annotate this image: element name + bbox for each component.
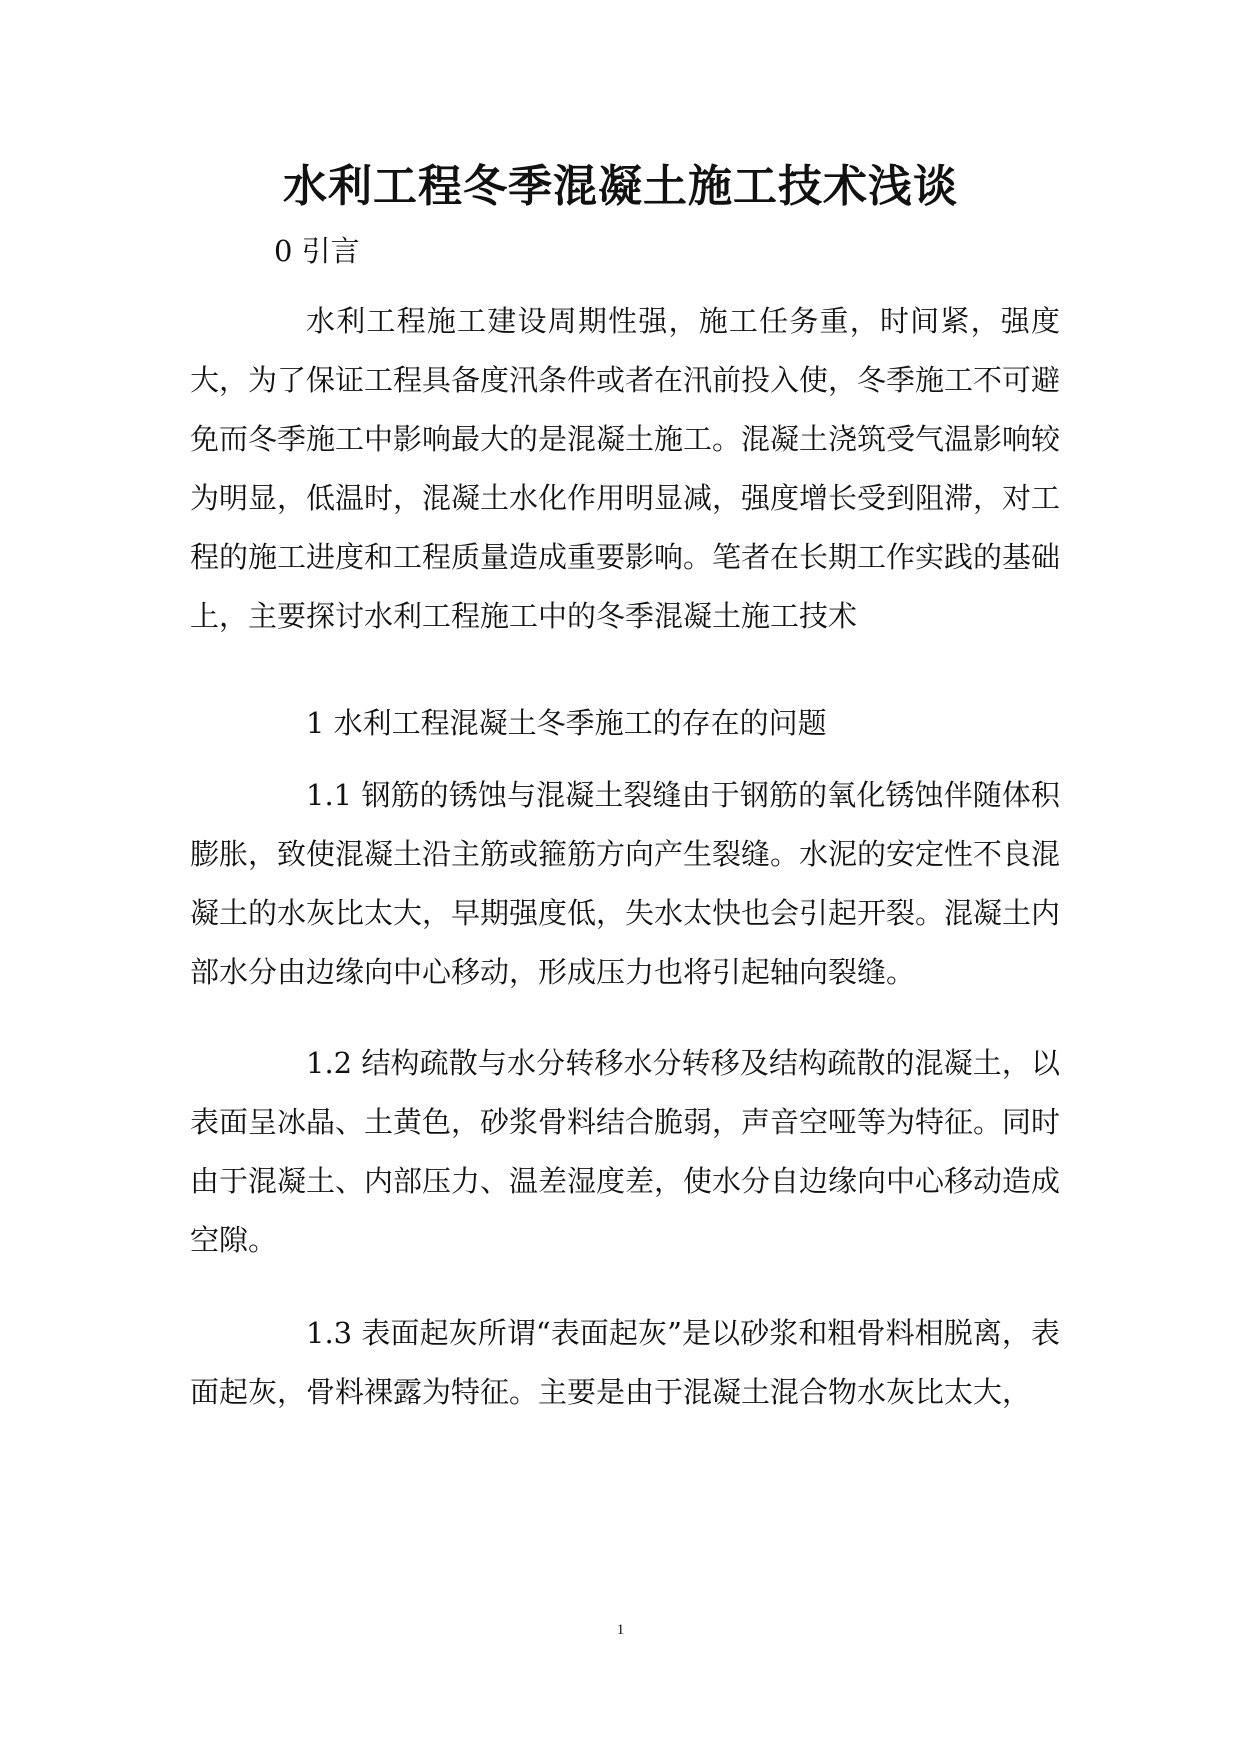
- intro-paragraph: 水利工程施工建设周期性强，施工任务重，时间紧，强度大，为了保证工程具备度汛条件或者在汛前投入使，冬季施工不可避免而冬季施工中影响最大的是混凝土施工。混凝土浇筑受气温影响较为明显，低温时，混凝土水化作用明显减，强度增长受到阻滞，对工程的施工进度和工程质量造成重要影响。笔者在长期工作实践的基础上，主要探讨水利工程施工中的冬季混凝土施工技术: [190, 304, 1061, 633]
- document-title: 水利工程冬季混凝土施工技术浅谈: [283, 161, 958, 212]
- section-1-1-paragraph: 1.1 钢筋的锈蚀与混凝土裂缝由于钢筋的氧化锈蚀伴随体积膨胀，致使混凝土沿主筋或箍筋方向产生裂缝。水泥的安定性不良混凝土的水灰比太大，早期强度低，失水太快也会引起开裂。混凝土内部水分由边缘向中心移动，形成压力也将引起轴向裂缝。: [190, 778, 1061, 989]
- section-1-heading: 1 水利工程混凝土冬季施工的存在的问题: [306, 706, 827, 740]
- section-1-3-paragraph: 1.3 表面起灰所谓“表面起灰”是以砂浆和粗骨料相脱离，表面起灰，骨料裸露为特征。主要是由于混凝土混合物水灰比太大，: [190, 1316, 1060, 1409]
- section-1-2-paragraph: 1.2 结构疏散与水分转移水分转移及结构疏散的混凝土，以表面呈冰晶、土黄色，砂浆骨料结合脆弱，声音空哑等为特征。同时由于混凝土、内部压力、温差湿度差，使水分自边缘向中心移动造成空隙。: [190, 1046, 1061, 1257]
- page-number: 1: [616, 1622, 625, 1638]
- intro-heading: 0 引言: [274, 234, 360, 268]
